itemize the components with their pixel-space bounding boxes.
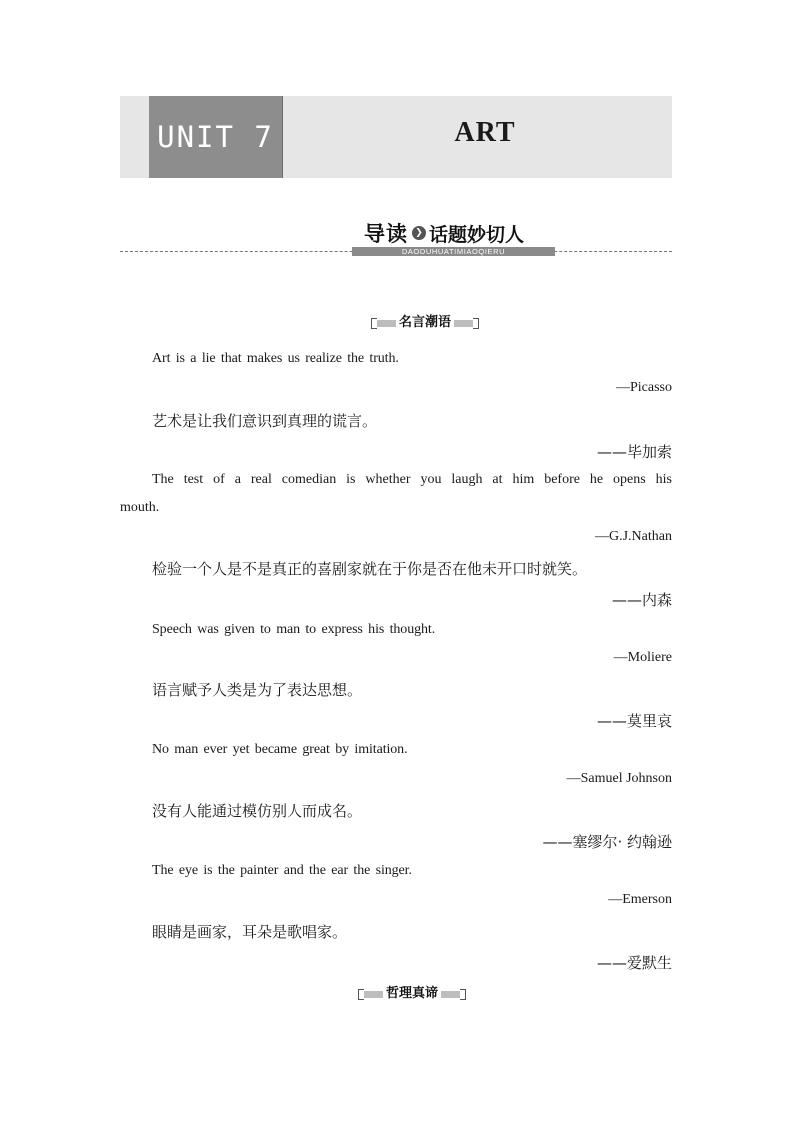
quote-5-zh: 眼睛是画家，耳朵是歌唱家。 bbox=[152, 923, 348, 941]
section-header bbox=[120, 218, 672, 264]
section-title-main: 导读 bbox=[364, 222, 408, 246]
unit-title bbox=[282, 96, 672, 178]
quote-2-zh-author: ——内森 bbox=[611, 591, 672, 609]
quote-5-zh-author: ——爱默生 bbox=[596, 954, 672, 972]
quote-2-en: The test of a real comedian is whether you laugh at him before he opens his mouth. bbox=[120, 472, 672, 515]
section-title bbox=[364, 218, 524, 248]
section-title-sub: 话题妙切人 bbox=[429, 223, 525, 246]
chevron-right-icon: ❯ bbox=[412, 226, 426, 240]
quote-4-en-author: —Samuel Johnson bbox=[566, 771, 672, 786]
quote-3-zh: 语言赋予人类是为了表达思想。 bbox=[152, 681, 363, 699]
quote-2-en-author: —G.J.Nathan bbox=[595, 529, 672, 544]
quote-3-en: Speech was given to man to express his thought. bbox=[152, 622, 436, 637]
tag-philosophy-label: 哲理真谛 bbox=[383, 986, 441, 1002]
tag-bracket-left bbox=[358, 989, 364, 1000]
quote-2-zh: 检验一个人是不是真正的喜剧家就在于你是否在他未开口时就笑。 bbox=[152, 560, 588, 578]
quote-4-en: No man ever yet became great by imitation. bbox=[152, 742, 408, 757]
quote-4-zh: 没有人能通过模仿别人而成名。 bbox=[152, 802, 363, 820]
quote-1-en: Art is a lie that makes us realize the truth. bbox=[152, 351, 399, 366]
quote-5-en: The eye is the painter and the ear the singer. bbox=[152, 863, 412, 878]
quote-5-en-author: —Emerson bbox=[608, 892, 672, 907]
tag-bracket-right bbox=[460, 989, 466, 1000]
quote-4-zh-author: ——塞缪尔· 约翰逊 bbox=[542, 833, 672, 851]
quote-1-zh-author: ——毕加索 bbox=[596, 443, 672, 461]
quote-1-zh: 艺术是让我们意识到真理的谎言。 bbox=[152, 412, 378, 430]
unit-label: UNIT 7 bbox=[149, 96, 283, 178]
pinyin-strip: DAODUHUATIMIAOQIERU bbox=[352, 247, 555, 256]
tag-quotes-label: 名言潮语 bbox=[396, 315, 454, 331]
quote-1-en-author: —Picasso bbox=[616, 380, 672, 395]
quote-3-en-author: —Moliere bbox=[613, 650, 672, 665]
unit-title-text: ART bbox=[454, 117, 516, 148]
quote-3-zh-author: ——莫里哀 bbox=[596, 712, 672, 730]
tag-philosophy bbox=[358, 985, 466, 1003]
tag-bracket-right bbox=[473, 318, 479, 329]
tag-quotes bbox=[371, 314, 479, 332]
tag-bracket-left bbox=[371, 318, 377, 329]
